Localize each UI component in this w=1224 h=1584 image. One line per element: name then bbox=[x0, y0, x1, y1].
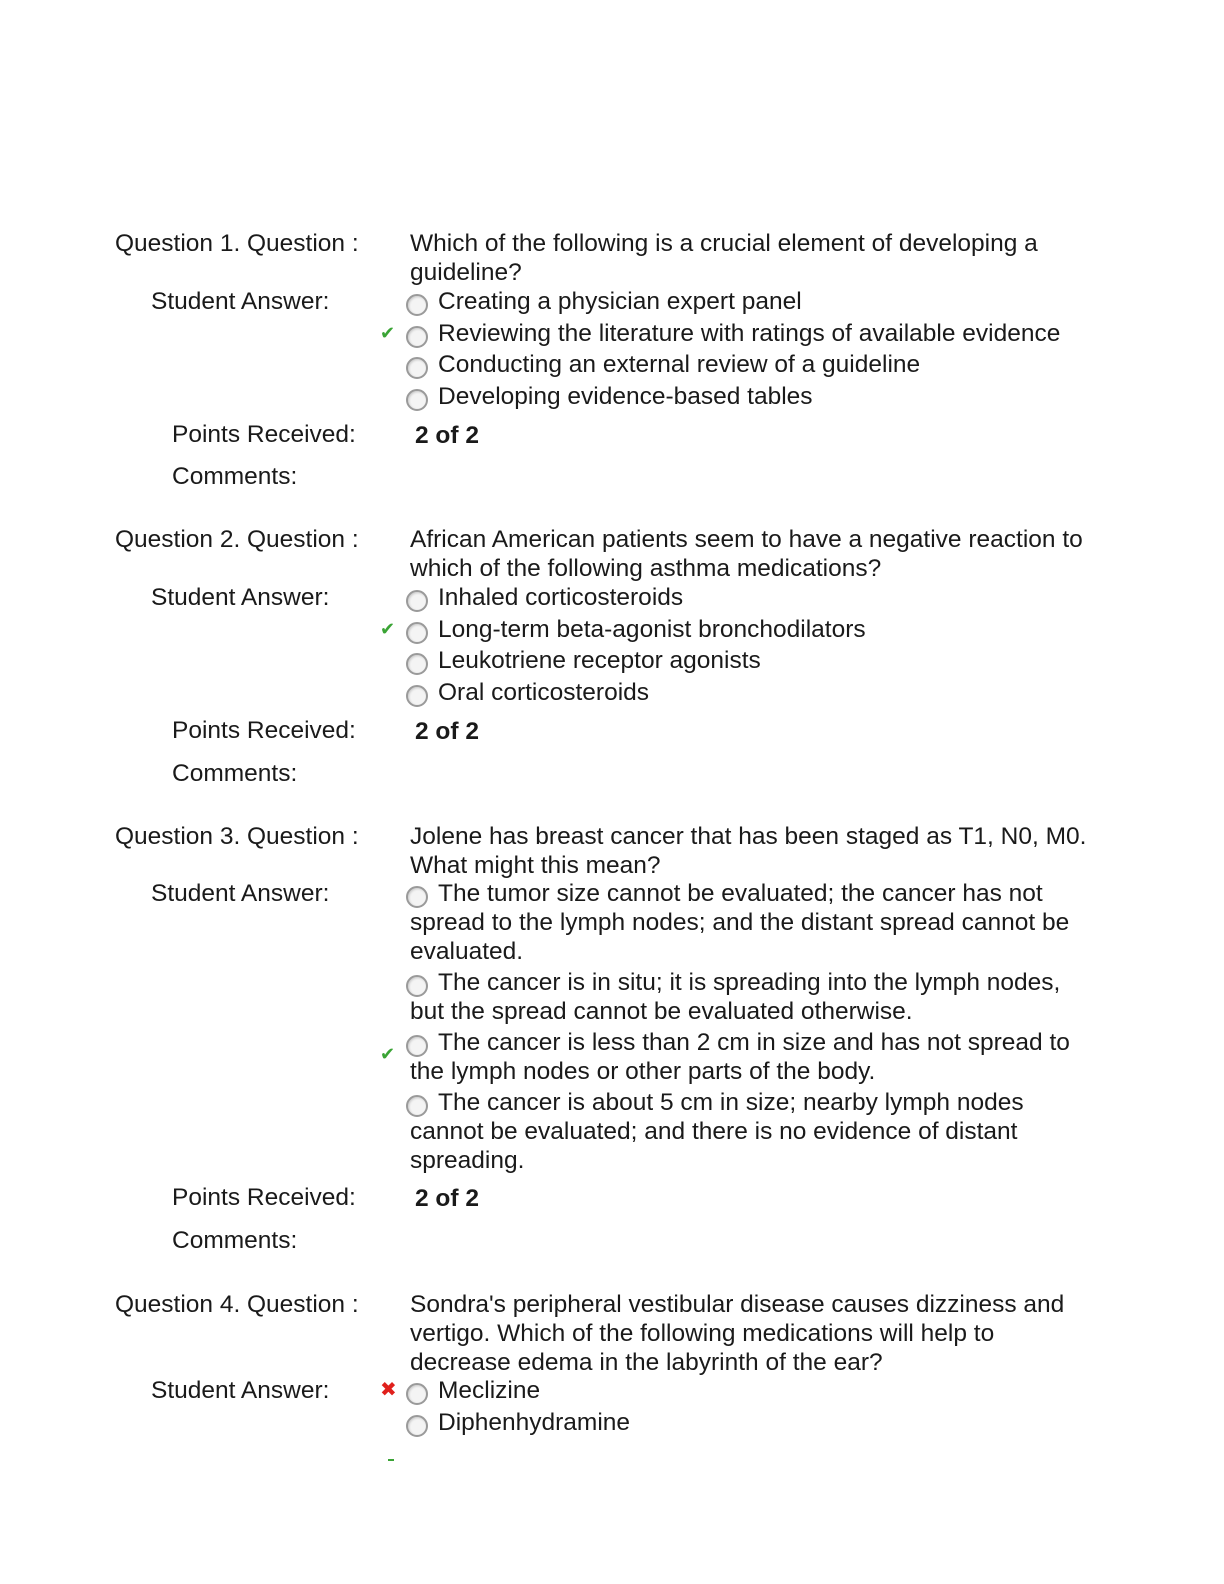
answer-text: The cancer is about 5 cm in size; nearby lymph nodes cannot be evaluated; and there is no evidence of distant spreading. bbox=[410, 1089, 1024, 1174]
answer-option bbox=[380, 615, 1106, 647]
radio-icon[interactable] bbox=[406, 1035, 428, 1057]
answer-option bbox=[406, 1408, 1106, 1440]
comments-label: Comments: bbox=[172, 1227, 298, 1254]
points-received-label: Points Received: bbox=[172, 717, 356, 744]
radio-icon[interactable] bbox=[406, 326, 428, 348]
student-answer-label: Student Answer: bbox=[151, 880, 330, 907]
question-number: Question 4. bbox=[115, 1291, 241, 1318]
answer-option bbox=[406, 287, 1106, 319]
answer-text: Inhaled corticosteroids bbox=[438, 584, 684, 611]
answer-text: The tumor size cannot be evaluated; the cancer has not spread to the lymph nodes; and the distant spread cannot be evaluated. bbox=[410, 880, 1070, 965]
check-icon: ✔ bbox=[380, 618, 396, 639]
radio-icon[interactable] bbox=[406, 975, 428, 997]
question-number: Question 1. bbox=[115, 230, 241, 257]
question-sublabel: Question : bbox=[247, 823, 359, 850]
answer-text: Reviewing the literature with ratings of available evidence bbox=[438, 319, 1061, 347]
question-text: Jolene has breast cancer that has been staged as T1, N0, M0. What might this mean? bbox=[410, 823, 1087, 879]
question-label bbox=[115, 229, 359, 258]
radio-icon[interactable] bbox=[406, 357, 428, 379]
check-icon: ✔ bbox=[380, 1044, 396, 1064]
answer-option bbox=[406, 678, 1106, 710]
question-label bbox=[115, 822, 359, 851]
answer-text: Conducting an external review of a guideline bbox=[438, 351, 921, 378]
cross-icon: ✖ bbox=[380, 1379, 397, 1401]
question-sublabel: Question : bbox=[247, 526, 359, 553]
question-number: Question 2. bbox=[115, 526, 241, 553]
answer-option bbox=[406, 646, 1106, 678]
student-answer-label: Student Answer: bbox=[151, 1377, 330, 1404]
answer-option bbox=[406, 879, 1101, 966]
answer-option bbox=[380, 319, 1106, 351]
question-text: Sondra's peripheral vestibular disease causes dizziness and vertigo. Which of the following medications will help to decrease edema in the labyrinth of the ear? bbox=[410, 1291, 1065, 1376]
answer-list bbox=[380, 1376, 1106, 1439]
answer-text: The cancer is less than 2 cm in size and has not spread to the lymph nodes or other parts of the body. bbox=[410, 1029, 1070, 1085]
radio-icon[interactable] bbox=[406, 653, 428, 675]
answer-text: Diphenhydramine bbox=[438, 1408, 631, 1436]
answer-text: Meclizine bbox=[438, 1377, 541, 1404]
student-answer-label: Student Answer: bbox=[151, 288, 330, 315]
radio-icon[interactable] bbox=[406, 1383, 428, 1405]
points-value: 2 of 2 bbox=[415, 1185, 479, 1212]
radio-icon[interactable] bbox=[406, 389, 428, 411]
answer-option bbox=[406, 350, 1106, 382]
answer-option bbox=[406, 583, 1106, 615]
question-sublabel: Question : bbox=[247, 230, 359, 257]
radio-icon[interactable] bbox=[406, 685, 428, 707]
radio-icon[interactable] bbox=[406, 1095, 428, 1117]
answer-list bbox=[380, 879, 1101, 1177]
comments-label: Comments: bbox=[172, 463, 298, 490]
answer-list bbox=[380, 583, 1106, 709]
check-icon: ✔ bbox=[380, 322, 396, 343]
comments-label: Comments: bbox=[172, 760, 298, 787]
radio-icon[interactable] bbox=[406, 1415, 428, 1437]
radio-icon[interactable] bbox=[406, 294, 428, 316]
student-answer-label: Student Answer: bbox=[151, 584, 330, 611]
points-received-label: Points Received: bbox=[172, 1184, 356, 1211]
answer-text: Oral corticosteroids bbox=[438, 678, 650, 706]
radio-icon[interactable] bbox=[406, 622, 428, 644]
question-label bbox=[115, 1290, 359, 1319]
question-text: African American patients seem to have a negative reaction to which of the following asthma medications? bbox=[410, 526, 1083, 582]
question-label bbox=[115, 525, 359, 554]
answer-option bbox=[380, 1028, 1101, 1086]
points-value: 2 of 2 bbox=[415, 422, 479, 449]
answer-option bbox=[406, 968, 1101, 1026]
answer-option bbox=[406, 1088, 1101, 1175]
answer-option bbox=[406, 382, 1106, 414]
answer-list bbox=[380, 287, 1106, 413]
answer-text: Leukotriene receptor agonists bbox=[438, 647, 761, 674]
points-value: 2 of 2 bbox=[415, 718, 479, 745]
radio-icon[interactable] bbox=[406, 886, 428, 908]
answer-text: Long-term beta-agonist bronchodilators bbox=[438, 615, 866, 643]
points-received-label: Points Received: bbox=[172, 421, 356, 448]
question-sublabel: Question : bbox=[247, 1291, 359, 1318]
radio-icon[interactable] bbox=[406, 590, 428, 612]
answer-text: The cancer is in situ; it is spreading into the lymph nodes, but the spread cannot be evaluated otherwise. bbox=[410, 969, 1061, 1025]
question-number: Question 3. bbox=[115, 823, 241, 850]
partial-check-mark bbox=[388, 1459, 394, 1461]
question-text: Which of the following is a crucial element of developing a guideline? bbox=[410, 230, 1038, 286]
answer-text: Creating a physician expert panel bbox=[438, 288, 802, 315]
answer-option bbox=[380, 1376, 1106, 1408]
answer-text: Developing evidence-based tables bbox=[438, 382, 813, 410]
